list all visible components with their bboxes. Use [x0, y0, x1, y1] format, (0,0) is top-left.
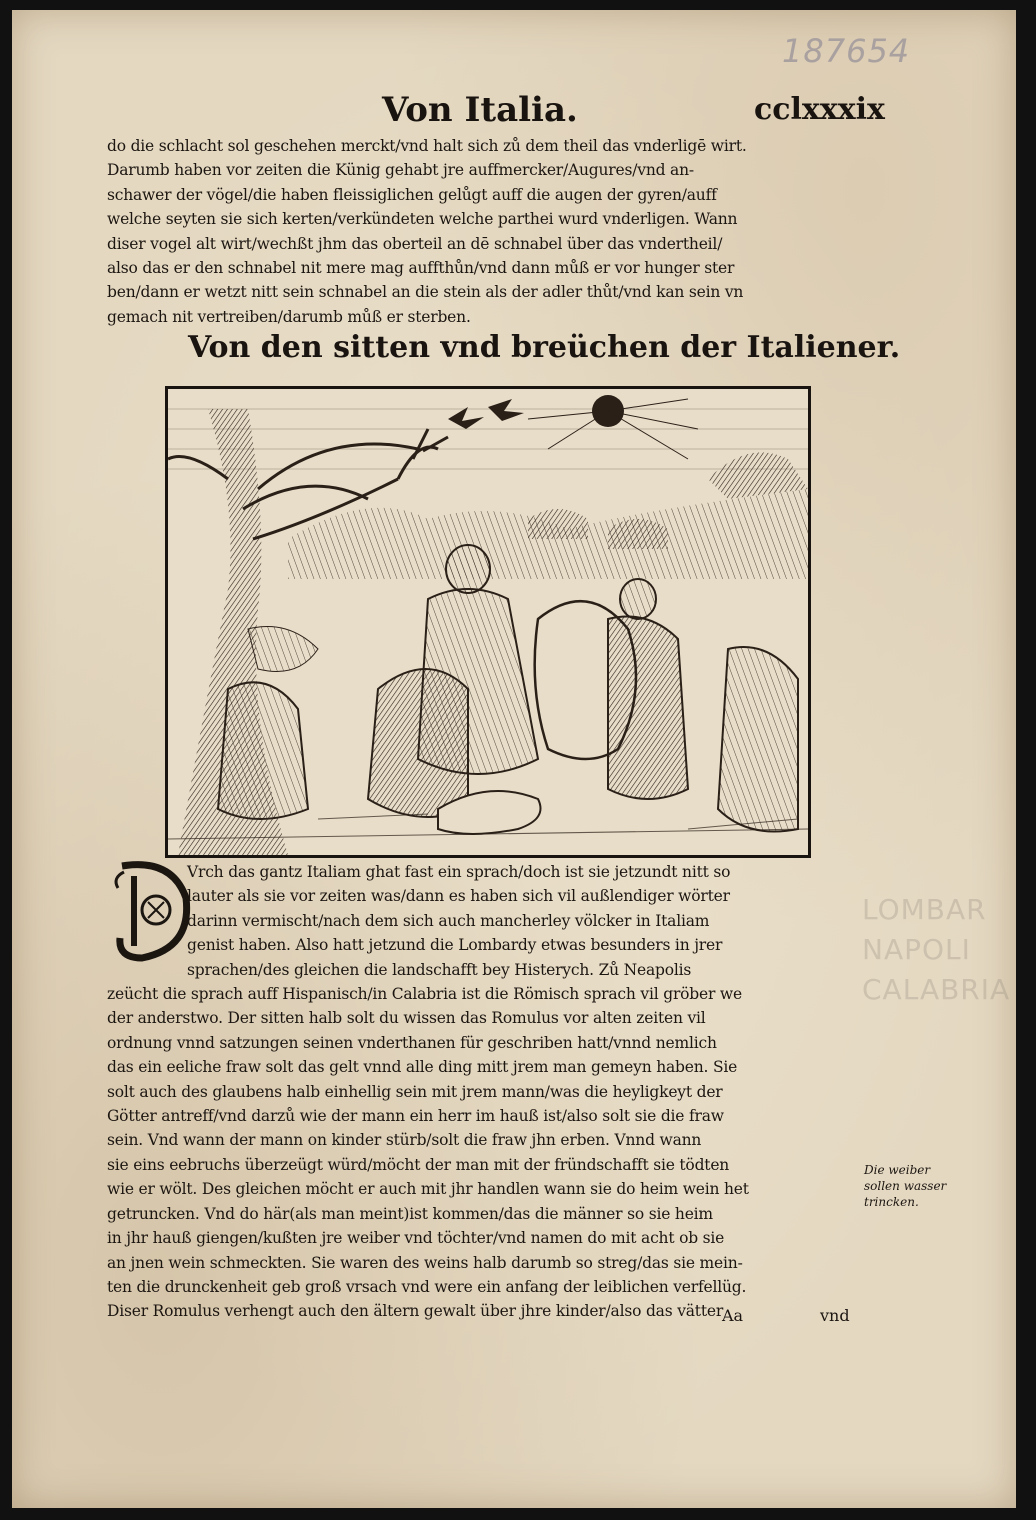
text-line: Diser Romulus verhengt auch den ältern gewalt über jhre kinder/also das vätter — [107, 1302, 724, 1321]
text-line: diser vogel alt wirt/wechßt jhm das oberteil an dē schnabel über das vndertheil/ — [107, 234, 723, 253]
text-line: das ein eeliche fraw solt das gelt vnnd alle ding mitt jrem man gemeyn haben. Sie — [107, 1058, 738, 1077]
inventory-number: 187654 — [782, 32, 911, 70]
woodcut-illustration — [165, 386, 811, 858]
running-head: Von Italia. — [382, 90, 578, 130]
text-line: an jnen wein schmeckten. Sie waren des weins halb darumb so streg/das sie mein- — [107, 1253, 743, 1272]
text-line: wie er wölt. Des gleichen möcht er auch mit jhr handlen wann sie do heim wein het — [107, 1180, 749, 1199]
ghost-word: LOMBAR — [862, 893, 987, 926]
text-line: ordnung vnnd satzungen seinen vnderthanen für geschriben hatt/vnnd nemlich — [107, 1033, 717, 1052]
text-line: Vrch das gantz Italiam ghat fast ein sprach/doch ist sie jetzundt nitt so — [187, 863, 731, 881]
signature-mark: Aa — [722, 1306, 744, 1325]
text-line: zeücht die sprach auff Hispanisch/in Calabria ist die Römisch sprach vil gröber we — [107, 985, 742, 1004]
woodcut-drawing — [168, 389, 808, 855]
catchword: vnd — [820, 1306, 850, 1325]
ghost-word: CALABRIA — [862, 973, 1011, 1006]
text-line: getruncken. Vnd do här(als man meint)ist kommen/das die männer so sie heim — [107, 1204, 713, 1223]
text-line: ben/dann er wetzt nitt sein schnabel an die stein als der adler thůt/vnd kan sein vn — [107, 283, 744, 302]
folio-number: cclxxxix — [754, 92, 885, 127]
text-line: do die schlacht sol geschehen merckt/vnd halt sich zů dem theil das vnderligē wirt. — [107, 137, 747, 155]
text-line: welche seyten sie sich kerten/verkündeten welche parthei wurd vnderligen. Wann — [107, 210, 738, 229]
ghost-word: NAPOLI — [862, 933, 971, 966]
text-line: solt auch des glaubens halb einhellig sein mit jrem mann/was die heyligkeyt der — [107, 1082, 723, 1101]
section-title: Von den sitten vnd breüchen der Italiener. — [188, 330, 901, 365]
body-text-block — [107, 860, 857, 1324]
text-line: darinn vermischt/nach dem sich auch mancherley völcker in Italiam — [187, 911, 710, 930]
show-through-text — [862, 890, 1012, 1010]
top-text-block — [107, 134, 857, 329]
text-line: sein. Vnd wann der mann on kinder stürb/solt die fraw jhn erben. Vnnd wann — [107, 1131, 702, 1150]
text-line: genist haben. Also hatt jetzund die Lombardy etwas besunders in jrer — [187, 936, 723, 955]
margin-note: Die weiber sollen wasser trincken. — [864, 1163, 947, 1209]
text-line: Darumb haben vor zeiten die Künig gehabt jre auffmercker/Augures/vnd an- — [107, 161, 694, 180]
bird-shape — [488, 399, 524, 421]
text-line: schawer der vögel/die haben fleissiglichen gelůgt auff die augen der gyren/auff — [107, 185, 717, 204]
text-line: der anderstwo. Der sitten halb solt du wissen das Romulus vor alten zeiten vil — [107, 1009, 706, 1028]
text-line: lauter als sie vor zeiten was/dann es haben sich vil außlendiger wörter — [187, 887, 730, 906]
text-line: ten die drunckenheit geb groß vrsach vnd were ein anfang der leiblichen verfellüg. — [107, 1277, 747, 1296]
text-line: sprachen/des gleichen die landschafft bey Histerych. Zů Neapolis — [187, 960, 692, 979]
text-line: sie eins eebruchs überzeügt würd/möcht der man mit der fründschafft sie tödten — [107, 1155, 730, 1174]
bird-shape — [448, 407, 484, 429]
text-line: also das er den schnabel nit mere mag auffthůn/vnd dann můß er vor hunger ster — [107, 259, 735, 278]
text-line: in jhr hauß giengen/kußten jre weiber vnd töchter/vnd namen do mit acht ob sie — [107, 1229, 725, 1248]
text-line: gemach nit vertreiben/darumb můß er sterben. — [107, 307, 471, 326]
text-line: Götter antreff/vnd darzů wie der mann ein herr im hauß ist/also solt sie die fraw — [107, 1107, 724, 1126]
